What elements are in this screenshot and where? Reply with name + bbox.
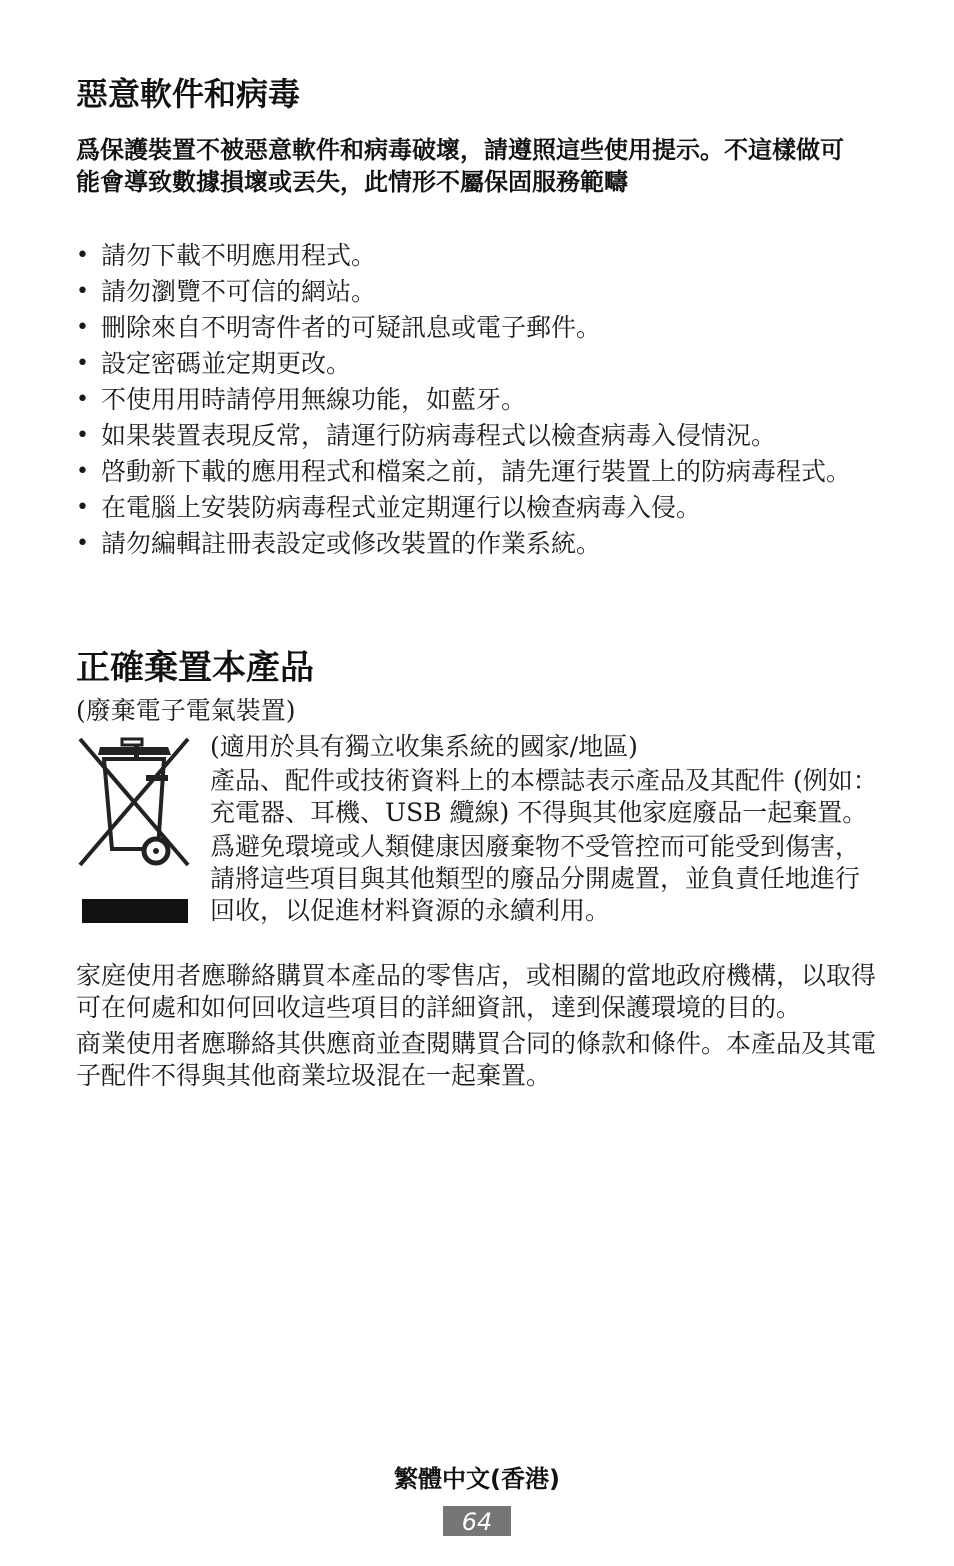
bullet-icon: • xyxy=(76,531,89,556)
disposal-section-title: 正確棄置本產品 xyxy=(76,648,314,688)
weee-applicability: (適用於具有獨立收集系統的國家/地區) xyxy=(210,732,638,761)
household-users-text: 家庭使用者應聯絡購買本產品的零售店，或相關的當地政府機構，以取得可在何處和如何回收這些項目的詳細資訊，達到保護環境的目的。 xyxy=(76,961,877,1022)
bullet-icon: • xyxy=(76,279,89,304)
list-item: • 如果裝置表現反常，請運行防病毒程式以檢查病毒入侵情況。 xyxy=(76,421,777,450)
disposal-paragraphs xyxy=(76,960,876,1096)
footer-language: 繁體中文(香港) xyxy=(394,1465,560,1493)
list-item: • 啓動新下載的應用程式和檔案之前，請先運行裝置上的防病毒程式。 xyxy=(76,457,852,486)
business-users-text: 商業使用者應聯絡其供應商並查閱購買合同的條款和條件。本產品及其電子配件不得與其他商業垃圾混在一起棄置。 xyxy=(76,1029,877,1090)
weee-marking-text: 產品、配件或技術資料上的本標誌表示產品及其配件 (例如：充電器、耳機、USB 纜線) 不得與其他家庭廢品一起棄置。 xyxy=(210,766,878,827)
list-item: • 請勿編輯註冊表設定或修改裝置的作業系統。 xyxy=(76,529,602,558)
page-number: 64 xyxy=(443,1506,511,1536)
bullet-icon: • xyxy=(76,351,89,376)
malware-section-title: 惡意軟件和病毒 xyxy=(76,75,301,113)
malware-intro: 爲保護裝置不被惡意軟件和病毒破壞，請遵照這些使用提示。不這樣做可能會導致數據損壞或丟失，此情形不屬保固服務範疇 xyxy=(76,136,844,196)
crossed-out-wheelie-bin-icon xyxy=(76,733,190,925)
bullet-icon: • xyxy=(76,243,89,268)
weee-text-block xyxy=(210,731,878,929)
bullet-icon: • xyxy=(76,423,89,448)
bullet-icon: • xyxy=(76,387,89,412)
bullet-icon: • xyxy=(76,495,89,520)
list-item: • 請勿下載不明應用程式。 xyxy=(76,241,377,270)
list-item: • 請勿瀏覽不可信的網站。 xyxy=(76,277,377,306)
list-item: • 設定密碼並定期更改。 xyxy=(76,349,352,378)
malware-tips-list xyxy=(76,240,876,564)
list-item: • 刪除來自不明寄件者的可疑訊息或電子郵件。 xyxy=(76,313,602,342)
bullet-icon: • xyxy=(76,459,89,484)
list-item: • 不使用用時請停用無線功能，如藍牙。 xyxy=(76,385,527,414)
bullet-icon: • xyxy=(76,315,89,340)
disposal-subtitle: (廢棄電子電氣裝置) xyxy=(76,696,296,725)
weee-recycling-text: 爲避免環境或人類健康因廢棄物不受管控而可能受到傷害，請將這些項目與其他類型的廢品分開處置，並負責任地進行回收，以促進材料資源的永續利用。 xyxy=(210,832,861,925)
list-item: • 在電腦上安裝防病毒程式並定期運行以檢查病毒入侵。 xyxy=(76,493,702,522)
